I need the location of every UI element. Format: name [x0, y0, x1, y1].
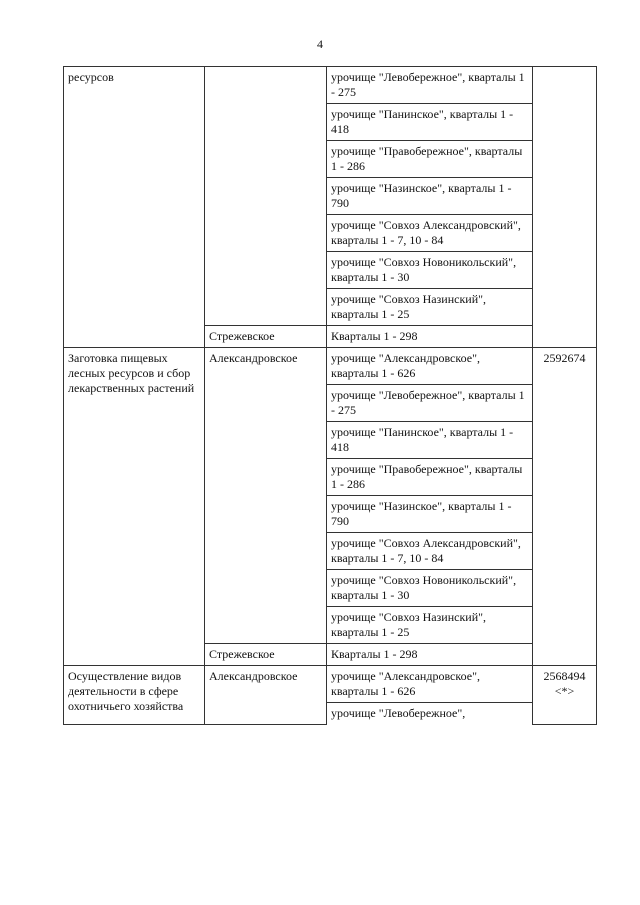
purpose-cell: Заготовка пищевых лесных ресурсов и сбор лекарственных растений	[64, 348, 205, 666]
table-body	[64, 67, 597, 725]
plot-cell: урочище "Левобережное",	[327, 703, 533, 725]
plot-cell: урочище "Совхоз Александровский", кварталы 1 - 7, 10 - 84	[327, 533, 533, 570]
area-cell	[533, 666, 597, 725]
plot-cell: урочище "Совхоз Александровский", кварталы 1 - 7, 10 - 84	[327, 215, 533, 252]
plot-cell: урочище "Правобережное", кварталы 1 - 286	[327, 141, 533, 178]
forestry-cell: Александровское	[205, 666, 327, 725]
forestry-cell: Стрежевское	[205, 326, 327, 348]
plot-cell: урочище "Назинское", кварталы 1 - 790	[327, 496, 533, 533]
plot-cell: урочище "Назинское", кварталы 1 - 790	[327, 178, 533, 215]
table-row	[64, 67, 597, 104]
plot-cell: урочище "Панинское", кварталы 1 - 418	[327, 422, 533, 459]
plot-cell: урочище "Совхоз Назинский", кварталы 1 - 25	[327, 607, 533, 644]
plot-cell: урочище "Александровское", кварталы 1 - 626	[327, 666, 533, 703]
table-row	[64, 348, 597, 385]
plot-cell: урочище "Совхоз Назинский", кварталы 1 - 25	[327, 289, 533, 326]
plot-cell: Кварталы 1 - 298	[327, 326, 533, 348]
area-value: 2592674	[543, 351, 586, 365]
purpose-cell: ресурсов	[64, 67, 205, 348]
plot-cell: урочище "Совхоз Новоникольский", кварталы 1 - 30	[327, 570, 533, 607]
plot-cell: Кварталы 1 - 298	[327, 644, 533, 666]
area-cell	[533, 348, 597, 666]
plot-cell: урочище "Панинское", кварталы 1 - 418	[327, 104, 533, 141]
plot-cell: урочище "Александровское", кварталы 1 - 626	[327, 348, 533, 385]
purpose-cell: Осуществление видов деятельности в сфере охотничьего хозяйства	[64, 666, 205, 725]
plot-cell: урочище "Левобережное", кварталы 1 - 275	[327, 67, 533, 104]
forest-use-table	[63, 66, 597, 725]
area-note: <*>	[554, 684, 575, 698]
plot-cell: урочище "Правобережное", кварталы 1 - 286	[327, 459, 533, 496]
plot-cell: урочище "Левобережное", кварталы 1 - 275	[327, 385, 533, 422]
area-value: 2568494	[543, 669, 586, 683]
forestry-cell: Стрежевское	[205, 644, 327, 666]
table-row	[64, 666, 597, 703]
forestry-cell	[205, 67, 327, 326]
forestry-cell: Александровское	[205, 348, 327, 644]
area-cell	[533, 67, 597, 348]
plot-cell: урочище "Совхоз Новоникольский", кварталы 1 - 30	[327, 252, 533, 289]
page-number: 4	[317, 37, 323, 51]
